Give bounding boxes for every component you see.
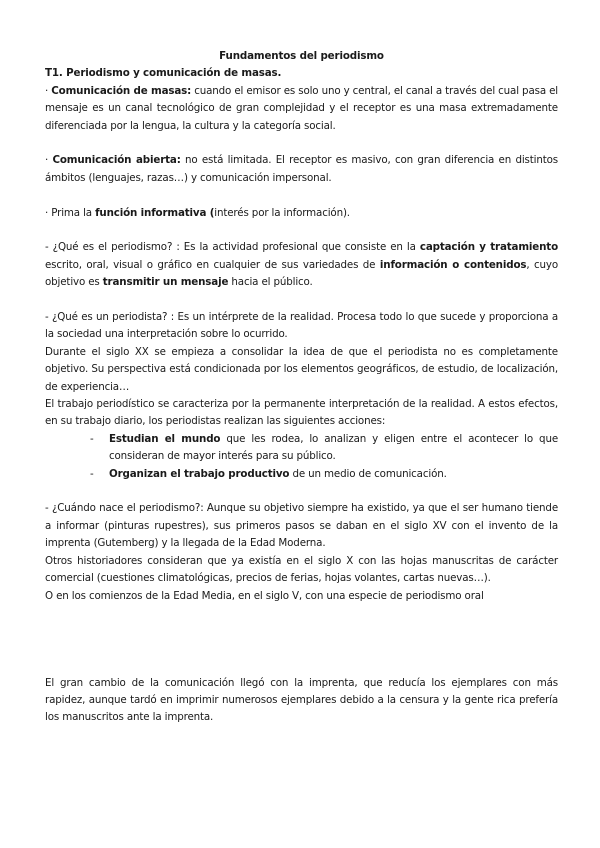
paragraph-otros-historiadores: Otros historiadores consideran que ya existía en el siglo X con las hojas manuscritas de carácter comercial (cuestiones climatológicas, precios de ferias, hojas volantes, cartas nuevas…). — [45, 554, 558, 585]
document-title: Fundamentos del periodismo — [219, 50, 384, 62]
acciones-list — [45, 431, 558, 483]
list-item-text: de un medio de comunicación. — [289, 467, 447, 480]
spacer — [45, 187, 558, 204]
spacer — [45, 292, 558, 309]
list-item — [45, 466, 558, 483]
paragraph-siglo-xx: Durante el siglo XX se empieza a consolidar la idea de que el periodista no es completamente objetivo. Su perspectiva está condicionada por los elementos geográficos, de estudio, de localización, de experiencia… — [45, 345, 558, 393]
definition-text: no está limitada. El receptor es masivo, con gran diferencia en distintos ámbitos (lenguajes, razas…) y comunicación impersonal. — [45, 154, 558, 184]
text-run: interés por la información). — [214, 206, 350, 219]
paragraph-que-es-periodista: - ¿Qué es un periodista? : Es un intérprete de la realidad. Procesa todo lo que sucede y proporciona a la sociedad una interpretación sobre lo ocurrido. — [45, 311, 558, 341]
section-heading: T1. Periodismo y comunicación de masas. — [45, 67, 282, 80]
list-item-text: que les rodea, lo analizan y eligen entre el acontecer lo que consideran de mayor interés para su público. — [109, 432, 559, 463]
text-run: · Prima la — [45, 206, 96, 219]
document-body — [45, 48, 558, 727]
list-item — [45, 431, 558, 466]
text-run: escrito, oral, visual o gráfico en cualquier de sus variedades de — [45, 258, 380, 271]
paragraph-imprenta: El gran cambio de la comunicación llegó con la imprenta, que reducía los ejemplares con más rapidez, aunque tardó en imprimir numerosos ejemplares debido a la censura y la gente rica prefería los manuscritos ante la imprenta. — [45, 676, 558, 724]
paragraph-trabajo-periodistico: El trabajo periodístico se caracteriza por la permanente interpretación de la realidad. A estos efectos, en su trabajo diario, los periodistas realizan las siguientes acciones: — [45, 398, 558, 428]
paragraph-funcion-informativa — [45, 205, 558, 222]
bullet-prefix: · — [45, 154, 53, 167]
spacer — [45, 605, 558, 675]
paragraph-edad-media: O en los comienzos de la Edad Media, en el siglo V, con una especie de periodismo oral — [45, 589, 484, 602]
definition-text: cuando el emisor es solo uno y central, el canal a través del cual pasa el mensaje es un canal tecnológico de gran complejidad y el receptor es una masa extremadamente diferenciada por la lengua, la cultura y la categoría social. — [45, 84, 558, 132]
list-dash: - — [90, 467, 94, 480]
paragraph-comunicacion-masas — [45, 83, 558, 135]
paragraph-comunicacion-abierta — [45, 152, 558, 187]
text-run: , cuyo objetivo es — [45, 258, 558, 289]
paragraph-cuando-nace: - ¿Cuándo nace el periodismo?: Aunque su objetivo siempre ha existido, ya que el ser humano tiende a informar (pinturas rupestres), sus primeros pasos se daban en el siglo XV con el invento de la imprenta (Gutemberg) y la llegada de la Edad Moderna. — [45, 502, 558, 550]
text-run: hacia el público. — [228, 276, 313, 289]
bullet-prefix: · — [45, 84, 52, 97]
term-informacion: información o contenidos — [379, 258, 527, 271]
spacer — [45, 222, 558, 239]
list-dash: - — [90, 432, 94, 445]
paragraph-que-es-periodismo — [45, 239, 558, 291]
list-item-term: Estudian el mundo — [109, 432, 221, 445]
spacer — [45, 135, 558, 152]
term-funcion-informativa: función informativa ( — [95, 206, 215, 219]
list-item-term: Organizan el trabajo productivo — [109, 467, 290, 480]
term-transmitir: transmitir un mensaje — [102, 276, 229, 289]
term-captacion: captación y tratamiento — [419, 241, 558, 254]
term-comunicacion-abierta: Comunicación abierta: — [52, 154, 181, 167]
spacer — [45, 483, 558, 500]
text-run: - ¿Qué es el periodismo? : Es la actividad profesional que consiste en la — [45, 241, 420, 254]
term-comunicacion-masas: Comunicación de masas: — [51, 84, 192, 97]
